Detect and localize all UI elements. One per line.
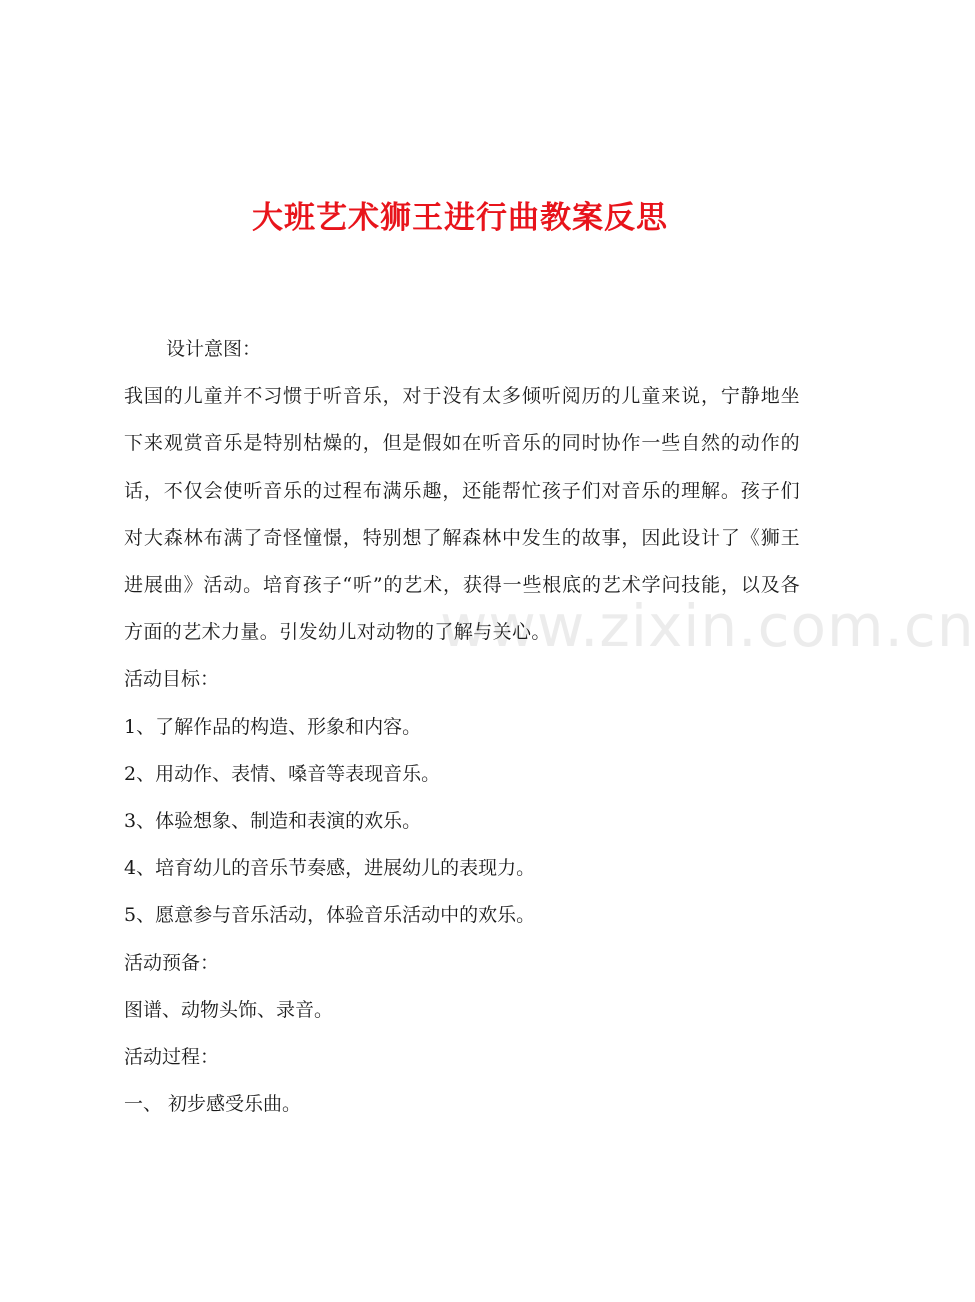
document-title: 大班艺术狮王进行曲教案反思	[252, 200, 668, 236]
goal-item-5: 5、愿意参与音乐活动，体验音乐活动中的欢乐。	[124, 904, 536, 927]
document-body	[124, 326, 800, 1128]
goal-item-4: 4、培育幼儿的音乐节奏感，进展幼儿的表现力。	[124, 857, 536, 880]
goal-item-3: 3、体验想象、制造和表演的欢乐。	[124, 810, 422, 833]
process-step-1: 一、 初步感受乐曲。	[124, 1093, 302, 1116]
goal-item-2: 2、用动作、表情、嗓音等表现音乐。	[124, 762, 441, 785]
goal-item-1: 1、了解作品的构造、形象和内容。	[124, 715, 422, 738]
watermark: www.zixin.com.cn	[440, 592, 975, 660]
preparation-text: 图谱、动物头饰、录音。	[124, 998, 334, 1021]
heading-activity-goals: 活动目标：	[124, 668, 220, 691]
heading-activity-preparation: 活动预备：	[124, 951, 220, 974]
design-intent-paragraph: 我国的儿童并不习惯于听音乐，对于没有太多倾听阅历的儿童来说，宁静地坐下来观赏音乐是特别枯燥的，但是假如在听音乐的同时协作一些自然的动作的话，不仅会使听音乐的过程布满乐趣，还能帮忙孩子们对音乐的理解。孩子们对大森林布满了奇怪憧憬，特别想了解森林中发生的故事，因此设计了《狮王进展曲》活动。培育孩子“听”的艺术，获得一些根底的艺术学问技能，以及各方面的艺术力量。引发幼儿对动物的了解与关心。	[124, 385, 800, 644]
heading-activity-process: 活动过程：	[124, 1046, 220, 1069]
heading-design-intent: 设计意图：	[166, 338, 262, 360]
